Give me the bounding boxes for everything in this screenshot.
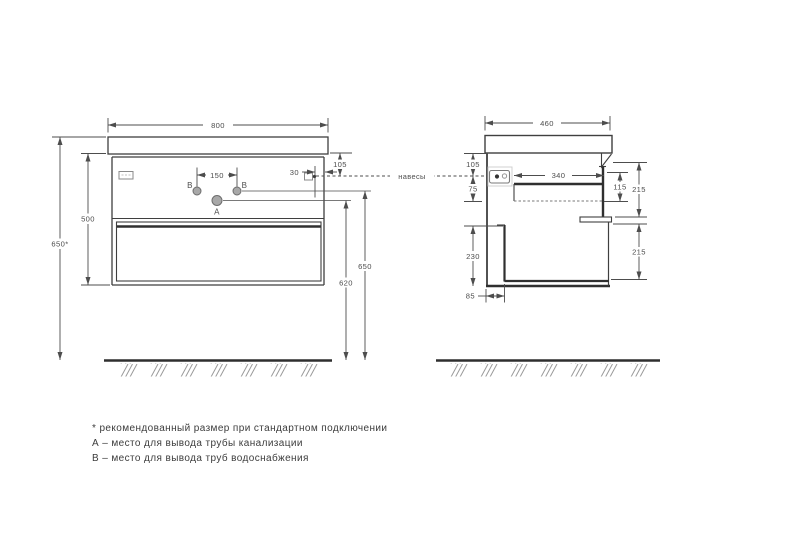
hole-b-left-label: В	[187, 181, 193, 190]
supply-height-value: 650	[358, 262, 372, 271]
drawer-inner-height-value: 115	[613, 182, 627, 192]
upper-section-height-value: 215	[632, 185, 646, 194]
front-countertop	[108, 137, 328, 154]
lower-inner-height-value: 230	[466, 252, 480, 261]
hangers-leader	[316, 170, 487, 182]
side-lower-drawer	[497, 222, 609, 286]
wall-hanger-right	[305, 173, 317, 180]
side-hanger-drop-value: 105	[466, 160, 480, 169]
depth-value: 460	[540, 119, 554, 128]
footnotes	[92, 421, 387, 466]
front-width-value: 800	[211, 121, 225, 130]
hangers-label: навесы	[398, 172, 426, 181]
side-wall-hanger	[488, 167, 512, 186]
floor-hatch-front	[112, 364, 324, 377]
lower-section-height-value: 215	[632, 247, 646, 257]
side-countertop	[485, 136, 612, 154]
wall-hanger-left	[119, 172, 133, 180]
gap-below-hanger-value: 75	[468, 184, 478, 194]
faucet-hole-b-right	[233, 187, 241, 195]
footnote-hole-b: В – место для вывода труб водоснабжения	[92, 453, 309, 464]
drawer-depth-value: 340	[551, 171, 566, 180]
drain-hole-a	[212, 196, 222, 206]
front-hanger-drop-value: 105	[333, 160, 347, 169]
mounting-height-value: 650*	[51, 239, 69, 249]
faucet-hole-b-left	[193, 187, 201, 195]
side-countertop-front-edge	[602, 153, 612, 167]
back-panel-inset-value: 85	[465, 291, 475, 301]
side-dimensions	[461, 116, 648, 303]
footnote-hole-a: А – место для вывода трубы канализации	[92, 438, 303, 449]
faucet-spacing-value: 150	[210, 171, 224, 180]
cabinet-height-value: 500	[81, 214, 95, 224]
side-drawer-rail-bracket	[580, 217, 612, 222]
footnote-recommended-size: * рекомендованный размер при стандартном подключении	[92, 423, 388, 434]
dim-hanger-offset	[302, 166, 337, 198]
hole-b-right-label: В	[241, 181, 248, 190]
floor	[104, 361, 660, 377]
dim-supply-height	[242, 191, 378, 360]
side-view	[485, 136, 612, 288]
drain-height-value: 620	[339, 278, 353, 288]
hole-a-label: А	[214, 207, 220, 217]
front-drawer	[117, 222, 322, 281]
hanger-offset-value: 30	[289, 168, 299, 177]
dim-mounting-height	[45, 137, 106, 360]
floor-hatch-side	[444, 364, 656, 377]
